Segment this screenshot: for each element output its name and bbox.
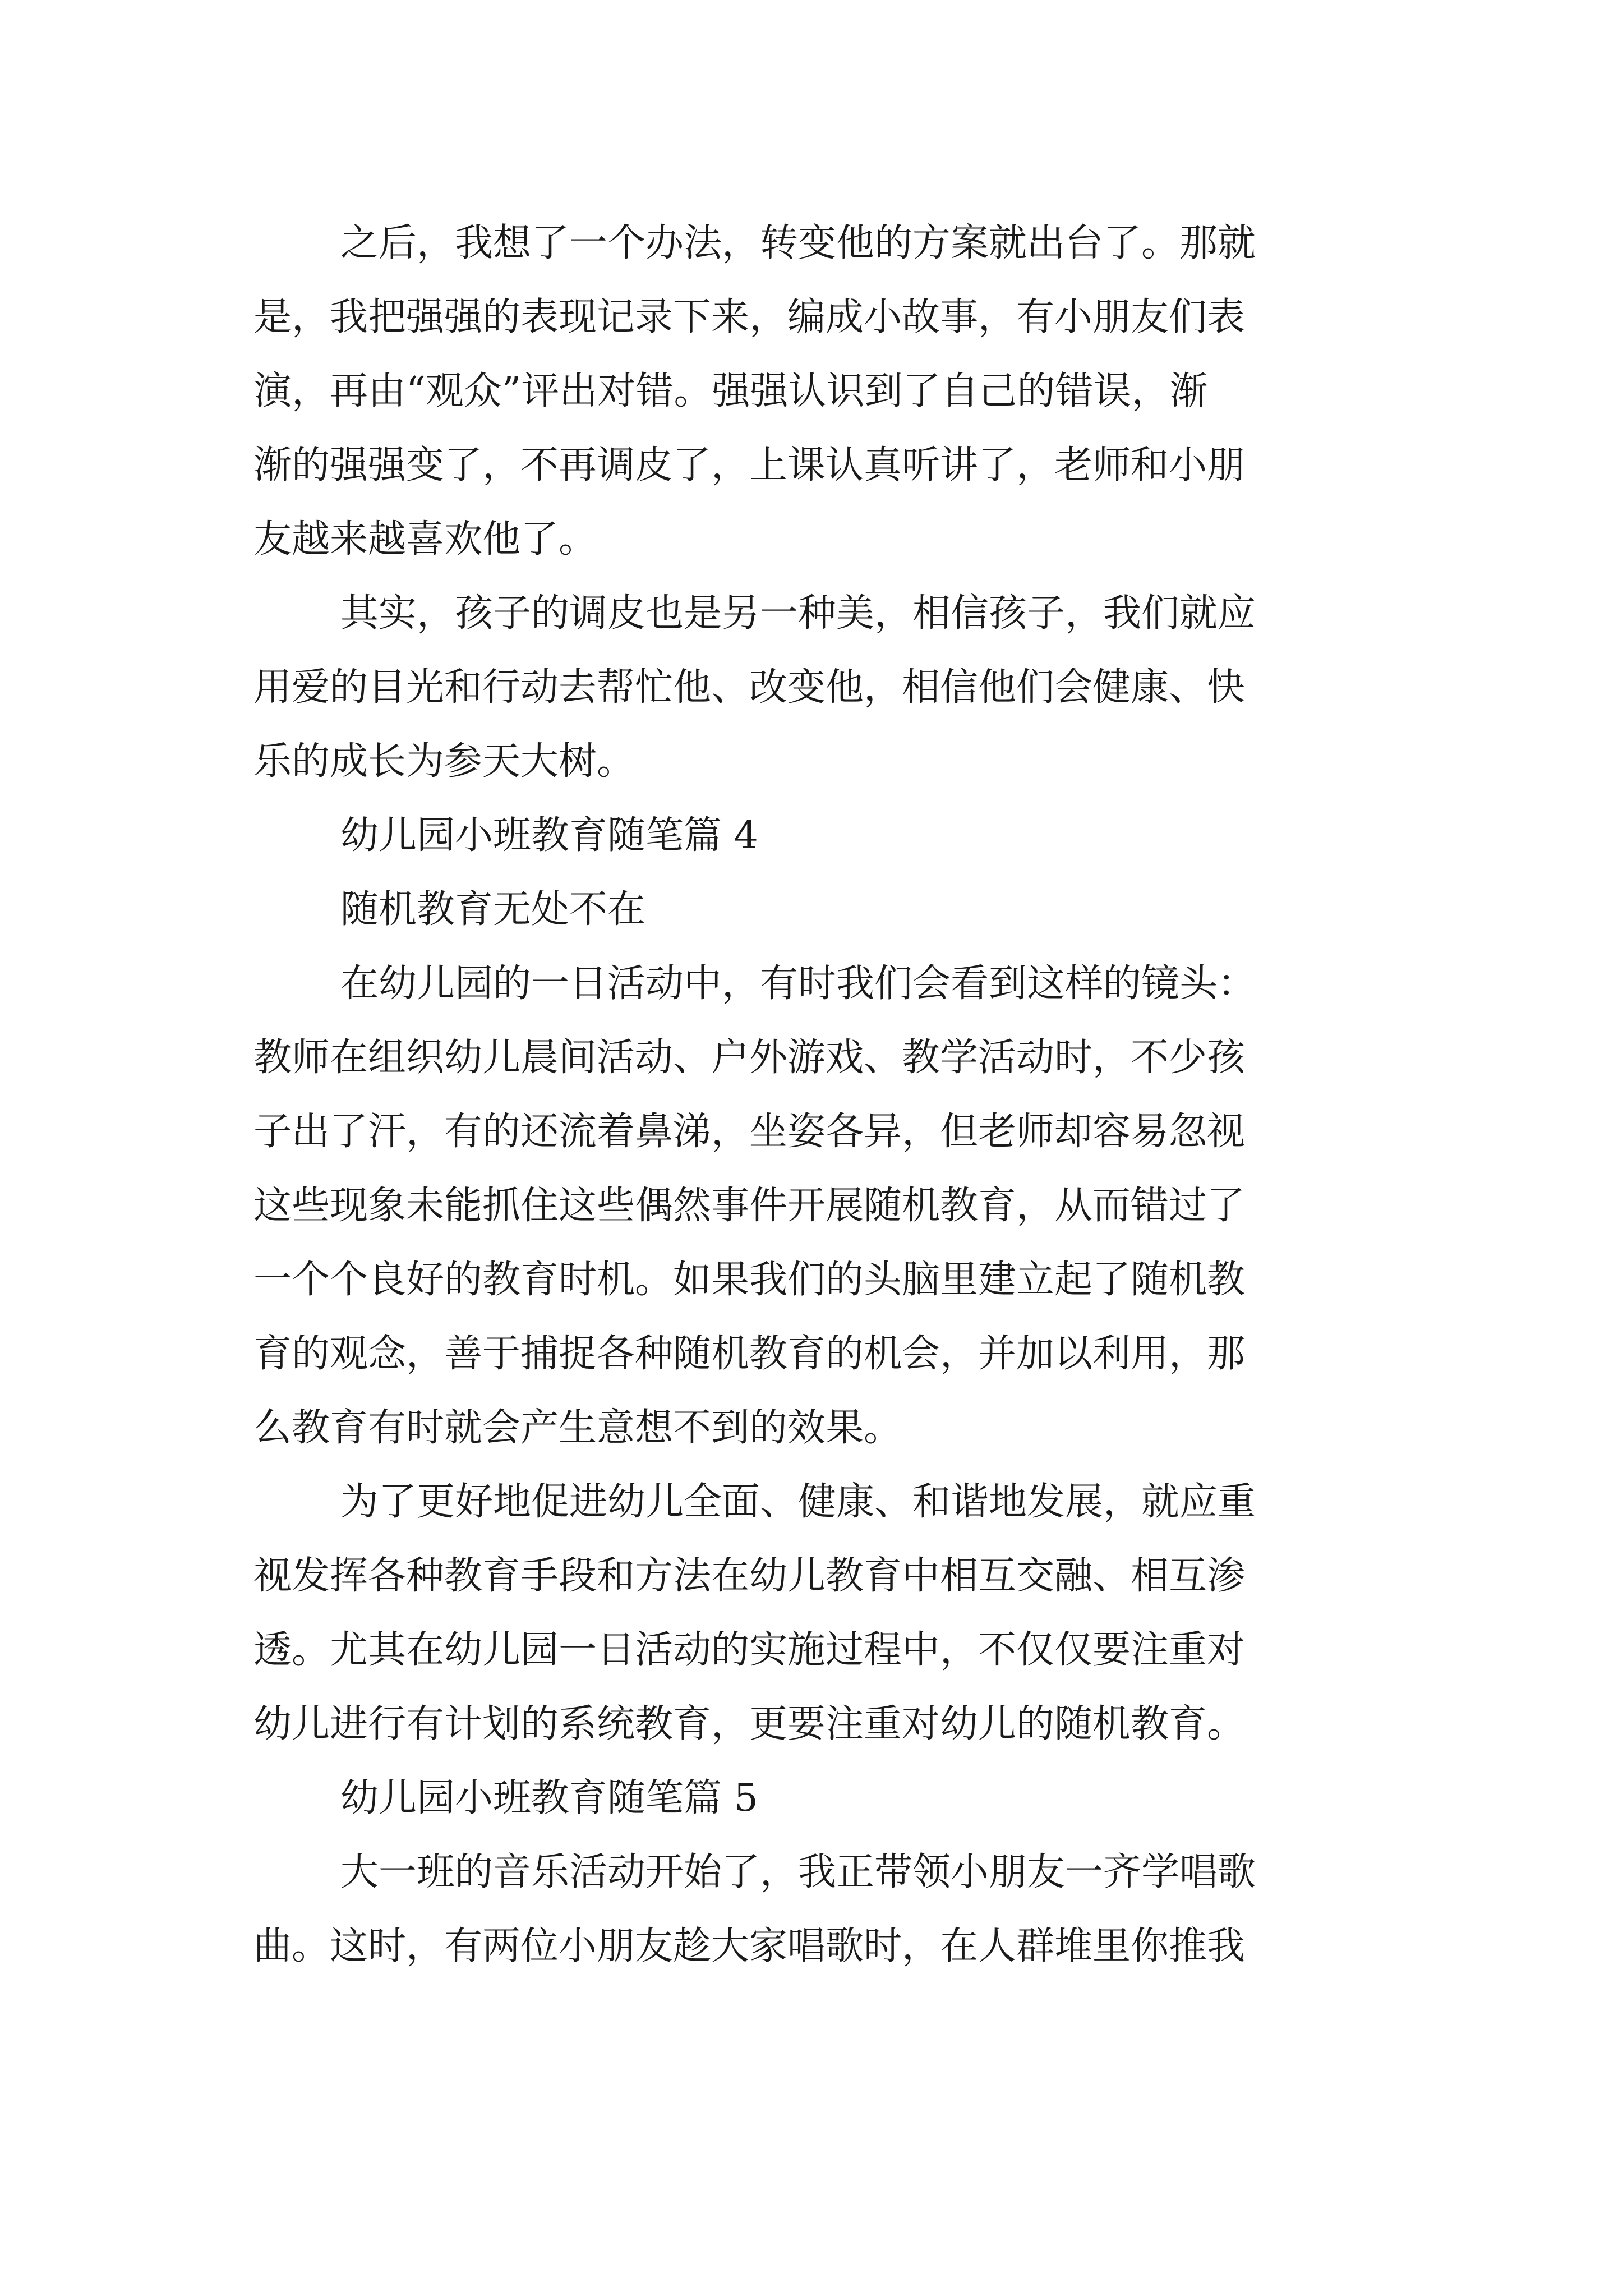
- section-heading: 幼儿园小班教育随笔篇 4: [340, 813, 758, 858]
- text-line: 其实，孩子的调皮也是另一种美，相信孩子，我们就应: [340, 591, 1256, 636]
- text-line: 幼儿进行有计划的系统教育，更要注重对幼儿的随机教育。: [253, 1702, 1246, 1746]
- text-line: 子出了汗，有的还流着鼻涕，坐姿各异，但老师却容易忽视: [253, 1110, 1246, 1154]
- text-line: 渐的强强变了，不再调皮了，上课认真听讲了，老师和小朋: [253, 443, 1246, 487]
- text-line: 教师在组织幼儿晨间活动、户外游戏、教学活动时，不少孩: [253, 1036, 1246, 1080]
- text-line: 在幼儿园的一日活动中，有时我们会看到这样的镜头：: [340, 961, 1256, 1006]
- text-line: 透。尤其在幼儿园一日活动的实施过程中，不仅仅要注重对: [253, 1628, 1246, 1672]
- text-line: 一个个良好的教育时机。如果我们的头脑里建立起了随机教: [253, 1258, 1246, 1302]
- text-line: 大一班的音乐活动开始了，我正带领小朋友一齐学唱歌: [340, 1850, 1256, 1894]
- text-line: 之后，我想了一个办法，转变他的方案就出台了。那就: [340, 221, 1256, 265]
- section-heading: 幼儿园小班教育随笔篇 5: [340, 1776, 758, 1820]
- text-line: 乐的成长为参天大树。: [253, 739, 635, 784]
- text-line: 演，再由“观众”评出对错。强强认识到了自己的错误，渐: [253, 369, 1208, 413]
- section-subheading: 随机教育无处不在: [340, 887, 646, 932]
- text-line: 为了更好地促进幼儿全面、健康、和谐地发展，就应重: [340, 1480, 1256, 1524]
- text-line: 友越来越喜欢他了。: [253, 517, 597, 562]
- text-line: 么教育有时就会产生意想不到的效果。: [253, 1406, 902, 1450]
- text-line: 曲。这时，有两位小朋友趁大家唱歌时，在人群堆里你推我: [253, 1924, 1246, 1968]
- text-line: 这些现象未能抓住这些偶然事件开展随机教育，从而错过了: [253, 1184, 1246, 1228]
- text-line: 是，我把强强的表现记录下来，编成小故事，有小朋友们表: [253, 295, 1246, 339]
- text-line: 用爱的目光和行动去帮忙他、改变他，相信他们会健康、快: [253, 665, 1246, 710]
- text-line: 育的观念，善于捕捉各种随机教育的机会，并加以利用，那: [253, 1332, 1246, 1376]
- text-line: 视发挥各种教育手段和方法在幼儿教育中相互交融、相互渗: [253, 1554, 1246, 1598]
